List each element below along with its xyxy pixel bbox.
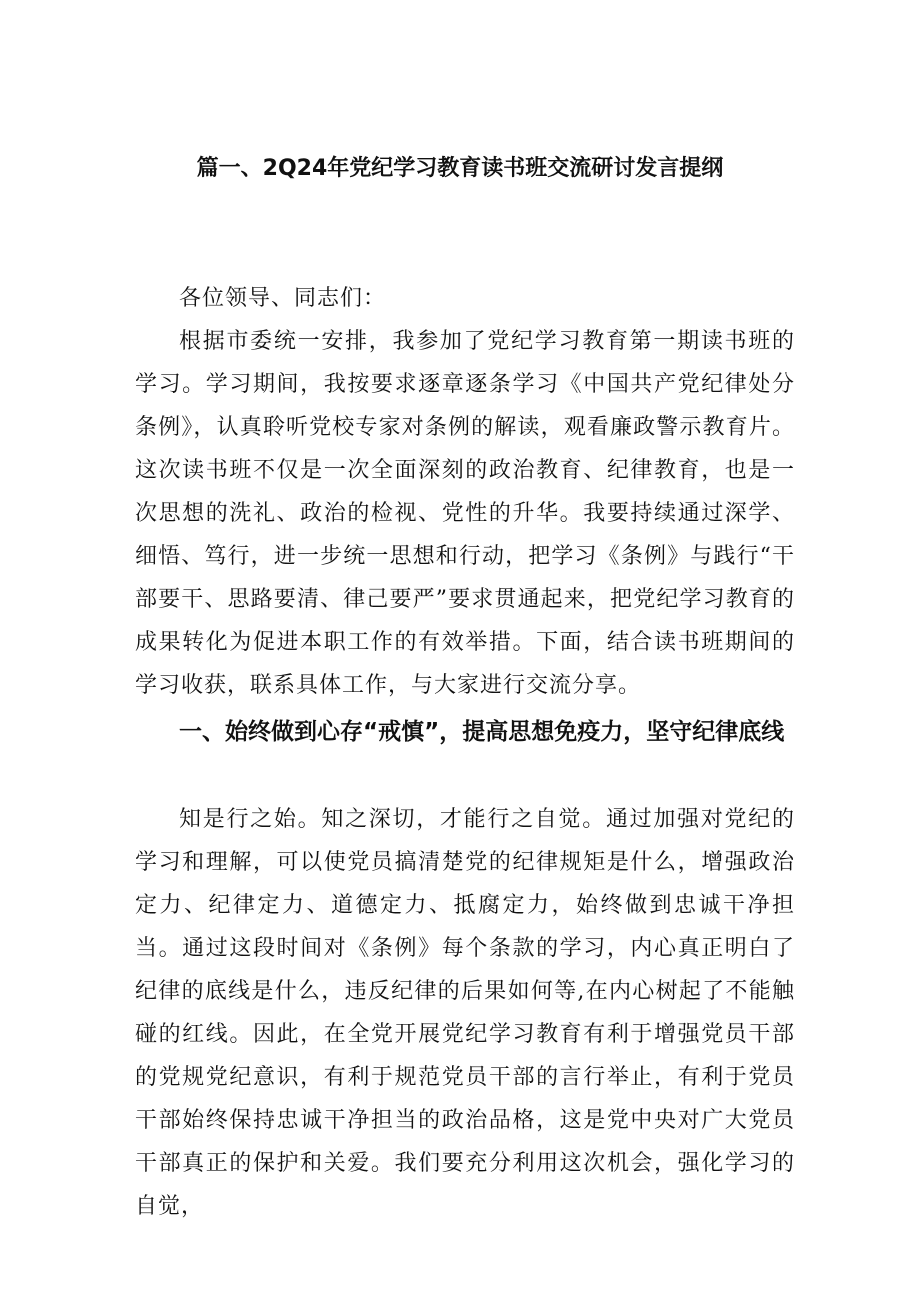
document-title: 篇一、2Q24年党纪学习教育读书班交流研讨发言提纲 xyxy=(196,156,724,181)
salutation: 各位领导、同志们： xyxy=(179,286,387,311)
paragraph-intro: 根据市委统一安排，我参加了党纪学习教育第一期读书班的学习。学习期间，我按要求逐章逐条学习《中国共产党纪律处分条例》，认真聆听党校专家对条例的解读，观看廉政警示教育片。这次读书班不仅是一次全面深刻的政治教育、纪律教育，也是一次思想的洗礼、政治的检视、党性的升华。我要持续通过深学、细悟、笃行，进一步统一思想和行动，把学习《条例》与践行“干部要干、思路要清、律己要严”要求贯通起来，把党纪学习教育的成果转化为促进本职工作的有效举措。下面，结合读书班期间的学习收获，联系具体工作，与大家进行交流分享。 xyxy=(135,329,795,698)
paragraph-section-1: 知是行之始。知之深切，才能行之自觉。通过加强对党纪的学习和理解，可以使党员搞清楚党的纪律规矩是什么，增强政治定力、纪律定力、道德定力、抵腐定力，始终做到忠诚干净担当。通过这段时间对《条例》每个条款的学习，内心真正明白了纪律的底线是什么，违反纪律的后果如何等,在内心树起了不能触碰的红线。因此，在全党开展党纪学习教育有利于增强党员干部的党规党纪意识，有利于规范党员干部的言行举止，有利于党员干部始终保持忠诚干净担当的政治品格，这是党中央对广大党员干部真正的保护和关爱。我们要充分利用这次机会，强化学习的自觉， xyxy=(135,807,795,1219)
section-heading-1: 一、始终做到心存“戒慎”，提高思想免疫力，坚守纪律底线 xyxy=(179,719,785,745)
